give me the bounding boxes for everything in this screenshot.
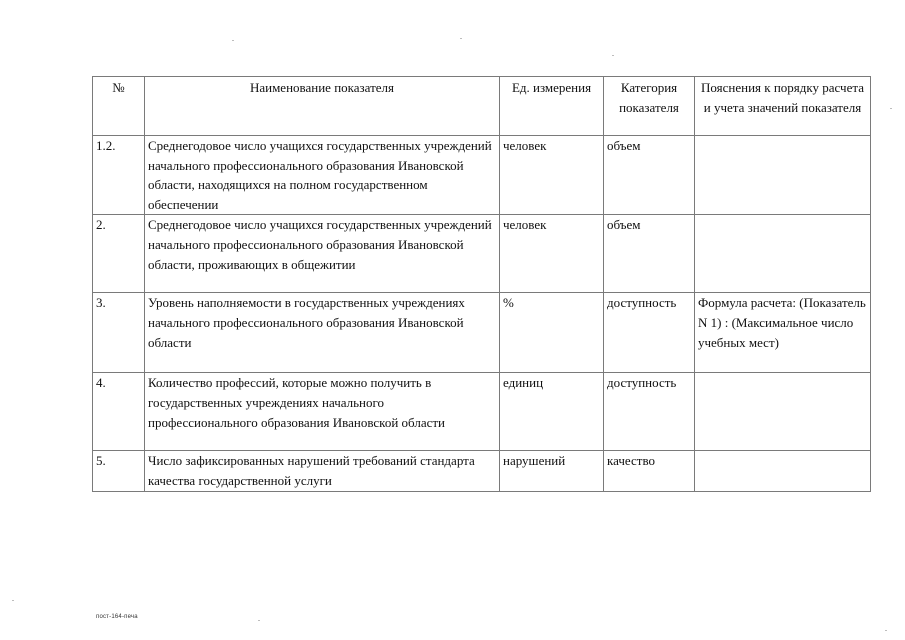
- scan-speck: [232, 40, 234, 41]
- table-header-row: [93, 77, 871, 136]
- scan-speck: [12, 600, 14, 601]
- header-category: Категория показателя: [604, 77, 695, 136]
- row-unit: %: [500, 293, 604, 373]
- scan-speck: [258, 620, 260, 621]
- header-unit: Ед. измерения: [500, 77, 604, 136]
- row-notes: [695, 451, 871, 491]
- row-notes: Формула расчета: (Показатель N 1) : (Максимальное число учебных мест): [695, 293, 871, 373]
- row-unit: человек: [500, 136, 604, 215]
- row-unit: нарушений: [500, 451, 604, 491]
- row-number: 5.: [93, 451, 145, 491]
- row-number: 1.2.: [93, 136, 145, 215]
- row-category: объем: [604, 136, 695, 215]
- scan-speck: [890, 108, 892, 109]
- row-notes: [695, 373, 871, 451]
- indicators-table: [92, 76, 871, 492]
- table-row: [93, 293, 871, 373]
- row-category: доступность: [604, 293, 695, 373]
- row-indicator-name: Среднегодовое число учащихся государственных учреждений начального профессионального образования Ивановской области, проживающих в общежитии: [145, 215, 500, 293]
- header-notes: Пояснения к порядку расчета и учета значений показателя: [695, 77, 871, 136]
- row-category: доступность: [604, 373, 695, 451]
- header-indicator-name: Наименование показателя: [145, 77, 500, 136]
- row-category: качество: [604, 451, 695, 491]
- row-number: 3.: [93, 293, 145, 373]
- row-number: 4.: [93, 373, 145, 451]
- table-row: [93, 373, 871, 451]
- row-unit: единиц: [500, 373, 604, 451]
- row-number: 2.: [93, 215, 145, 293]
- table-row: [93, 215, 871, 293]
- row-unit: человек: [500, 215, 604, 293]
- row-category: объем: [604, 215, 695, 293]
- row-indicator-name: Среднегодовое число учащихся государственных учреждений начального профессионального образования Ивановской области, находящихся на полном государственном обеспечении: [145, 136, 500, 215]
- scan-speck: [612, 55, 614, 56]
- footer-filename: пост-164-печа: [96, 614, 138, 620]
- row-notes: [695, 215, 871, 293]
- row-indicator-name: Уровень наполняемости в государственных учреждениях начального профессионального образования Ивановской области: [145, 293, 500, 373]
- row-indicator-name: Число зафиксированных нарушений требований стандарта качества государственной услуги: [145, 451, 500, 491]
- scan-speck: [460, 38, 462, 39]
- header-number: №: [93, 77, 145, 136]
- row-indicator-name: Количество профессий, которые можно получить в государственных учреждениях начального профессионального образования Ивановской области: [145, 373, 500, 451]
- table-row: [93, 136, 871, 215]
- scan-speck: [885, 630, 887, 631]
- row-notes: [695, 136, 871, 215]
- table-row: [93, 451, 871, 491]
